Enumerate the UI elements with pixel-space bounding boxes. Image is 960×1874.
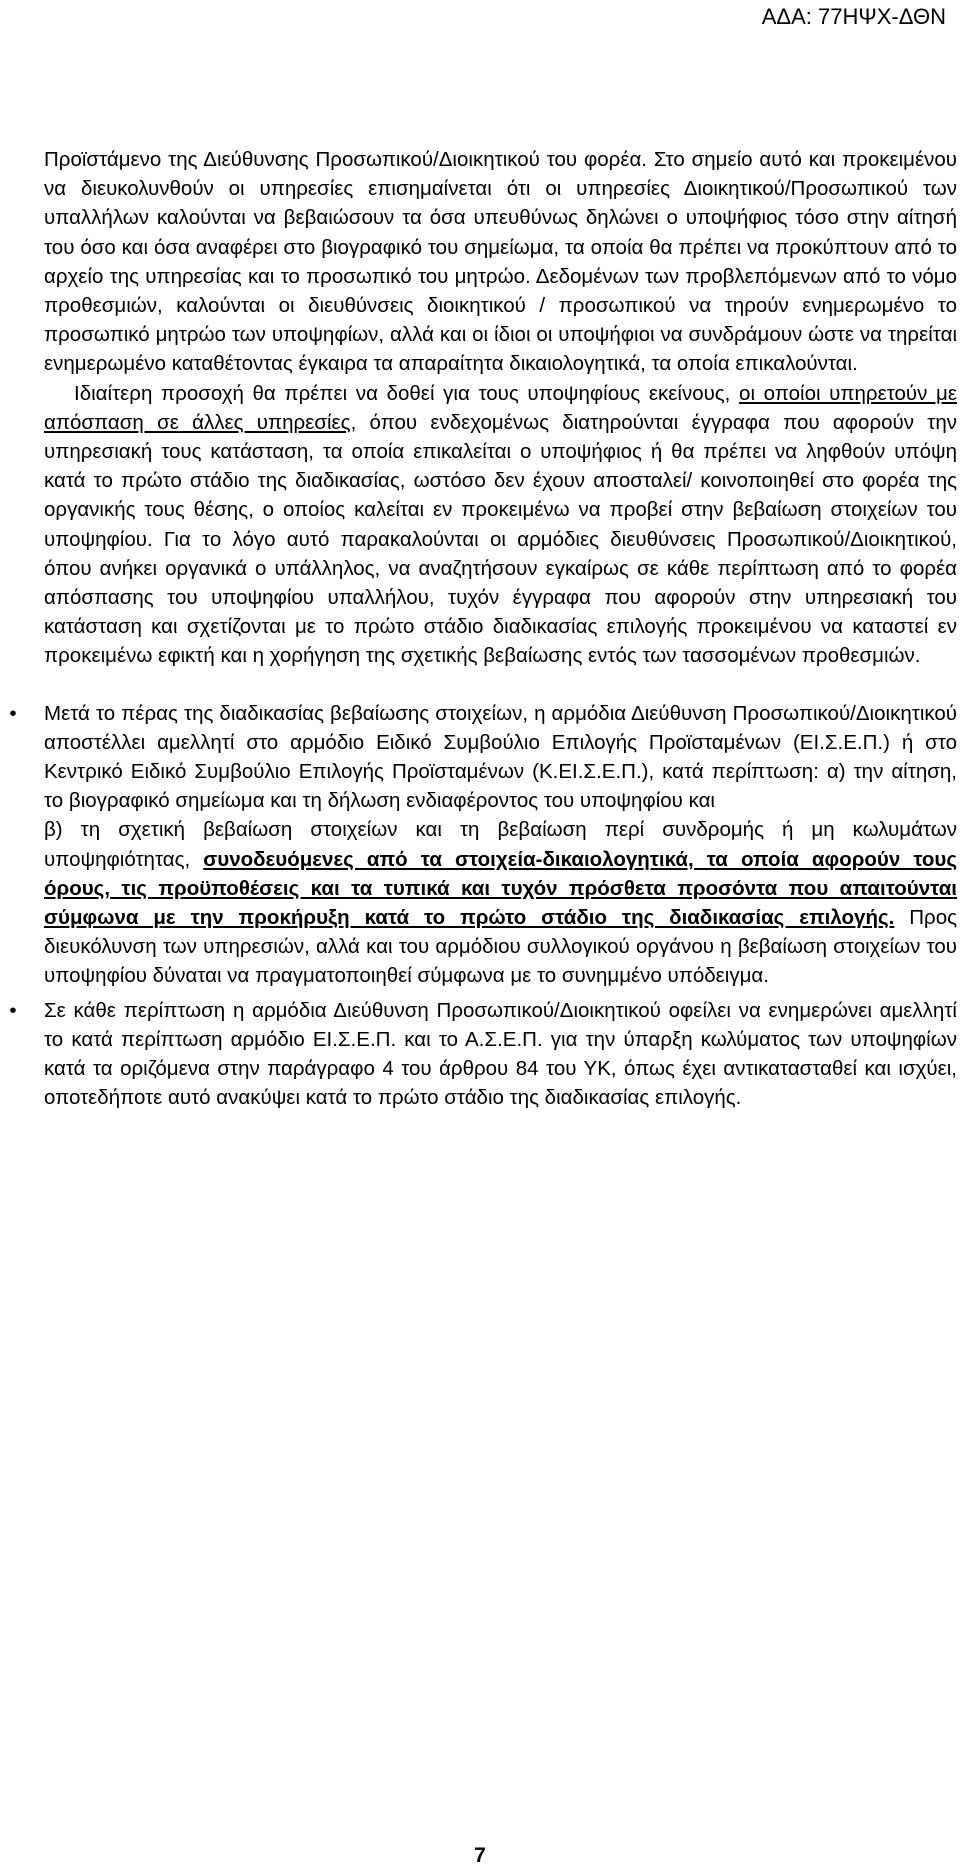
paragraph-2 (44, 379, 957, 671)
bullet-1-text-a: Μετά το πέρας της διαδικασίας βεβαίωσης στοιχείων, η αρμόδια Διεύθυνση Προσωπικού/Διοικητικού αποστέλλει αμελλητί στο αρμόδιο Ειδικό Συμβούλιο Επιλογής Προϊσταμένων (ΕΙ.Σ.Ε.Π.) ή στο Κεντρικό Ειδικό Συμβούλιο Επιλογής Προϊσταμένων (Κ.ΕΙ.Σ.Ε.Π.), κατά περίπτωση: α) την αίτηση, το βιογραφικό σημείωμα και τη δήλωση ενδιαφέροντος του υποψηφίου και (44, 701, 957, 813)
bullet-1-b-end: Προς διευκόλυνση των υπηρεσιών, αλλά και του αρμόδιου συλλογικού οργάνου η βεβαίωση στοιχείων του υποψηφίου δύναται να πραγματοποιηθεί σύμφωνα με το συνημμένο υπόδειγμα. (44, 906, 957, 988)
bullet-1-b-start: β) τη σχετική βεβαίωση στοιχείων και τη βεβαίωση περί συνδρομής ή μη κωλυμάτων υποψηφιότητας, (44, 818, 957, 871)
page-number: 7 (474, 1844, 486, 1867)
paragraph-1: Προϊστάμενο της Διεύθυνσης Προσωπικού/Διοικητικού του φορέα. Στο σημείο αυτό και προκειμένου να διευκολυνθούν οι υπηρεσίες επισημαίνεται ότι οι υπηρεσίες Διοικητικού/Προσωπικού των υπαλλήλων καλούνται να βεβαιώσουν τα όσα υπευθύνως δηλώνει ο υποψήφιος τόσο στην αίτησή του όσο και όσα αναφέρει στο βιογραφικό του σημείωμα, τα οποία θα πρέπει να προκύπτουν από το αρχείο της υπηρεσίας και το προσωπικό του μητρώο. Δεδομένων των προβλεπόμενων από το νόμο προθεσμιών, καλούνται οι διευθύνσεις διοικητικού / προσωπικού να τηρούν ενημερωμένο το προσωπικό μητρώο των υποψηφίων, αλλά και οι ίδιοι οι υποψήφιοι να συνδράμουν ώστε να τηρείται ενημερωμένο καταθέτοντας έγκαιρα τα απαραίτητα δικαιολογητικά, τα οποία επικαλούνται. (44, 148, 957, 376)
bullet-2-text: Σε κάθε περίπτωση η αρμόδια Διεύθυνση Προσωπικού/Διοικητικού οφείλει να ενημερώνει αμελλητί το κατά περίπτωση αρμόδιο ΕΙ.Σ.Ε.Π. και το Α.Σ.Ε.Π. για την ύπαρξη κωλύματος των υποψηφίων κατά τα οριζόμενα στην παράγραφο 4 του άρθρου 84 του ΥΚ, όπως έχει αντικατασταθεί και ισχύει, οποτεδήποτε αυτό ανακύψει κατά το πρώτο στάδιο της διαδικασίας επιλογής. (44, 998, 957, 1110)
ada-code: ΑΔΑ: 77ΗΨΧ-ΔΘΝ (761, 4, 946, 29)
bullet-item-1 (9, 699, 958, 991)
bullet-icon: • (9, 701, 17, 725)
bullet-1-bold-underlined: συνοδευόμενες από τα στοιχεία-δικαιολογητικά, τα οποία αφορούν τους όρους, τις προϋποθέσεις και τα τυπικά και τυχόν πρόσθετα προσόντα που απαιτούνται σύμφωνα με την προκήρυξη κατά το πρώτο στάδιο της διαδικασίας επιλογής. (44, 847, 958, 930)
bullet-item-2 (9, 996, 957, 1113)
bullet-1-text-b (44, 815, 957, 990)
bullet-icon: • (9, 998, 17, 1022)
paragraph-2-rest: , όπου ενδεχομένως διατηρούνται έγγραφα που αφορούν την υπηρεσιακή τους κατάσταση, τα οποία επικαλείται ο υποψήφιος ή θα πρέπει να ληφθούν υπόψη κατά το πρώτο στάδιο της διαδικασίας, ωστόσο δεν έχουν αποσταλεί/ κοινοποιηθεί στο φορέα της οργανικής τους θέσης, ο οποίος καλείται εν προκειμένω να προβεί στην βεβαίωση στοιχείων του υποψηφίου. Για το λόγο αυτό παρακαλούνται οι αρμόδιες διευθύνσεις Προσωπικού/Διοικητικού, όπου ανήκει οργανικά ο υπάλληλος, να αναζητήσουν εγκαίρως σε κάθε περίπτωση από το φορέα απόσπασης του υποψηφίου υπαλλήλου, τυχόν έγγραφα που αφορούν στην υπηρεσιακή του κατάσταση και σχετίζονται με το πρώτο στάδιο διαδικασίας επιλογής προκειμένου να καταστεί εν προκειμένω εφικτή και η χορήγηση της σχετικής βεβαίωσης εντός των τασσομένων προθεσμιών. (44, 410, 957, 668)
paragraph-2-underlined: οι οποίοι υπηρετούν με απόσπαση σε άλλες υπηρεσίες (44, 381, 957, 434)
document-body (9, 145, 958, 1113)
paragraph-2-intro: Ιδιαίτερη προσοχή θα πρέπει να δοθεί για τους υποψηφίους εκείνους, (74, 381, 731, 405)
